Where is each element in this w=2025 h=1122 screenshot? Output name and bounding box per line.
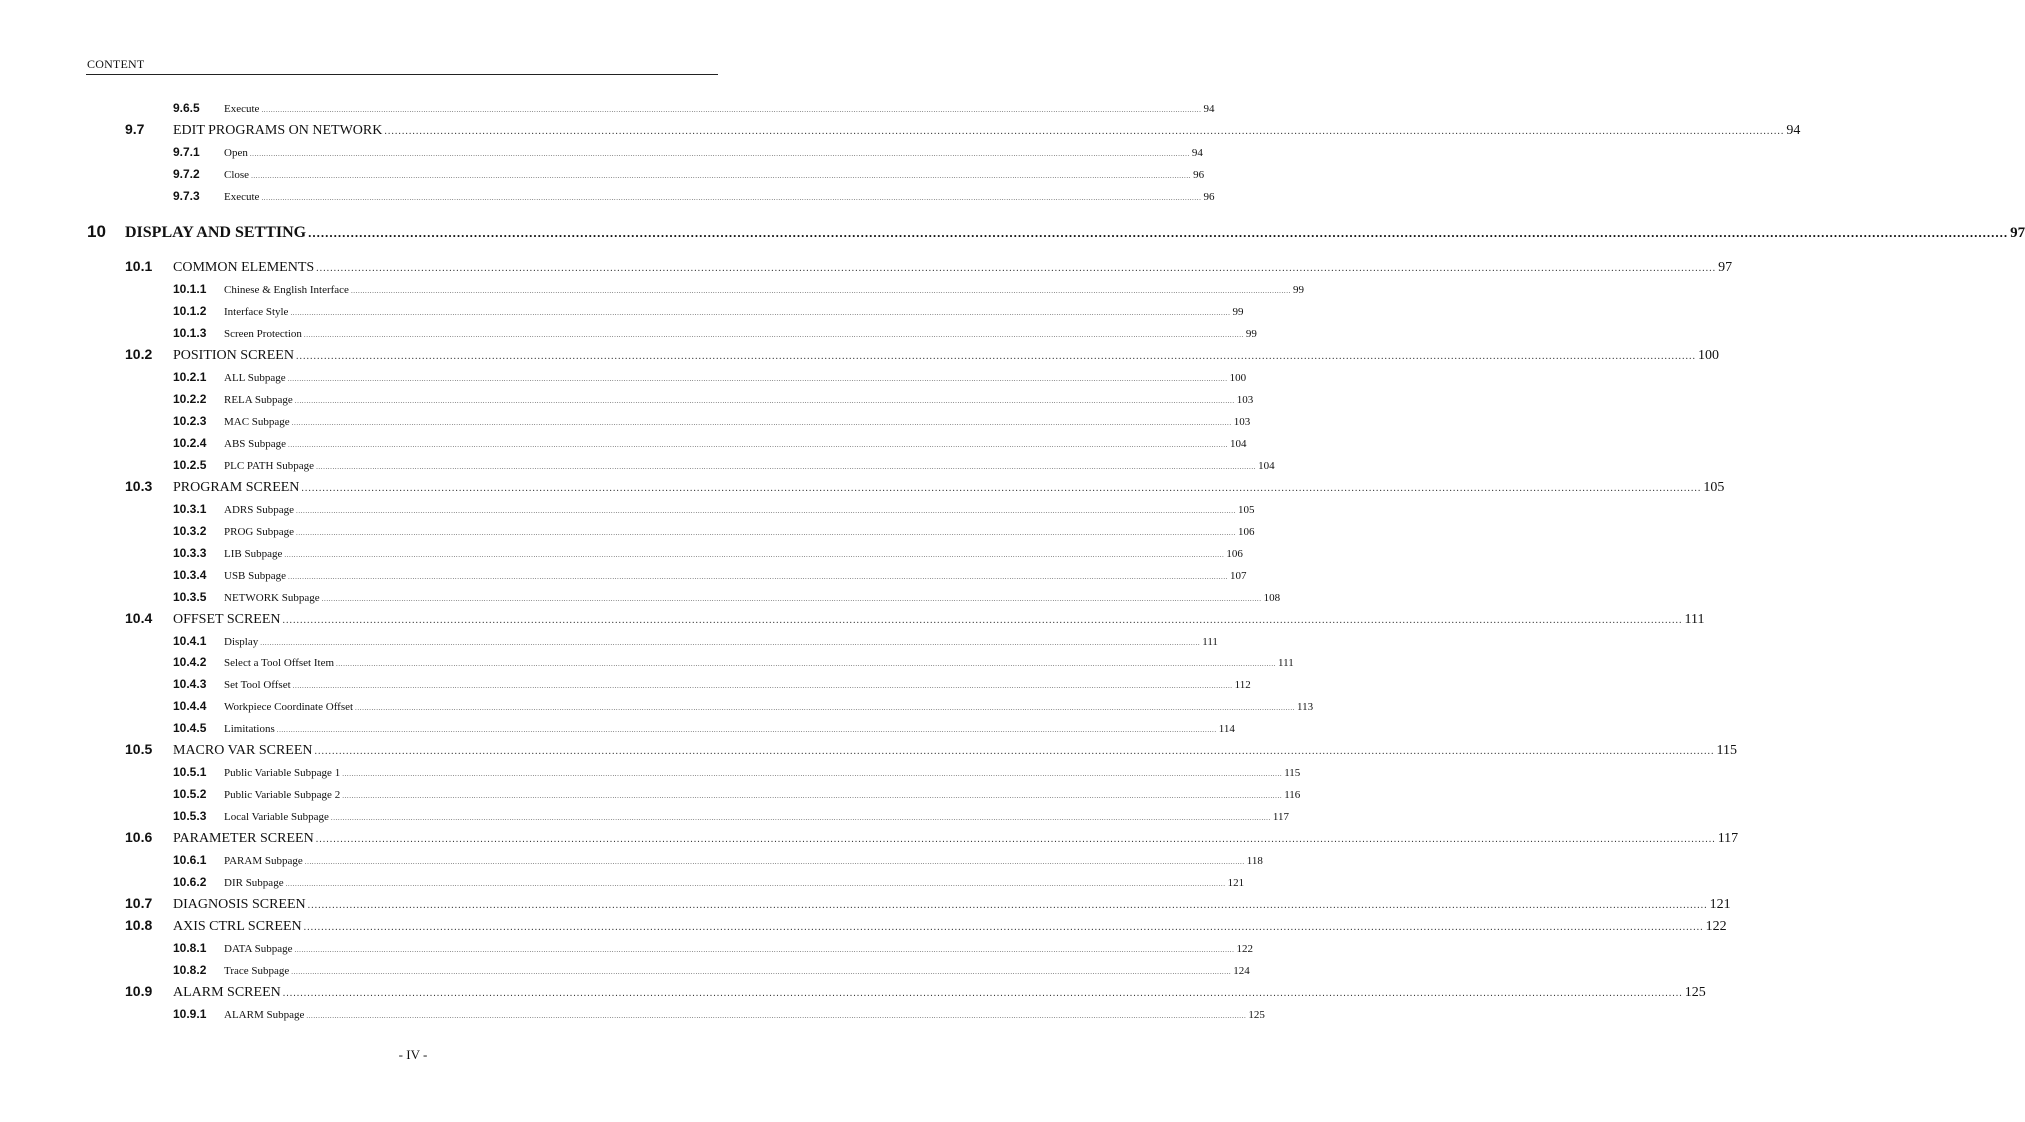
dot-leader: ................................................................................................................................................................................................................................................................................................................................................................................................................ bbox=[315, 834, 1716, 845]
toc-entry-title: MAC Subpage bbox=[224, 416, 290, 428]
toc-entry-sub[interactable] bbox=[173, 655, 1294, 669]
toc-entry-sub[interactable] bbox=[173, 787, 1301, 801]
toc-entry-title: Open bbox=[224, 147, 248, 159]
toc-entry-title: NETWORK Subpage bbox=[224, 592, 320, 604]
toc-entry-page: 121 bbox=[1227, 877, 1245, 889]
toc-entry-title: DIAGNOSIS SCREEN bbox=[173, 897, 306, 912]
toc-entry-number: 10.3.5 bbox=[173, 590, 207, 604]
toc-entry-title: Workpiece Coordinate Offset bbox=[224, 701, 354, 713]
dot-leader: ................................................................................................................................................................................................................................................................................................................................................................................................................ bbox=[355, 704, 1296, 712]
toc-entry-title: ABS Subpage bbox=[224, 438, 287, 450]
toc-entry-title: PROG Subpage bbox=[224, 526, 294, 538]
toc-entry-number: 10.5.3 bbox=[173, 809, 207, 823]
toc-entry-section[interactable] bbox=[125, 121, 1801, 139]
dot-leader: ................................................................................................................................................................................................................................................................................................................................................................................................................ bbox=[294, 946, 1235, 954]
toc-entry-number: 10.8.2 bbox=[173, 963, 207, 977]
toc-entry-page: 105 bbox=[1237, 504, 1255, 516]
toc-entry-number: 10.2.4 bbox=[173, 436, 207, 450]
toc-entry-number: 10.5 bbox=[125, 741, 153, 757]
toc-entry-number: 10.3.2 bbox=[173, 524, 207, 538]
toc-entry-page: 104 bbox=[1230, 438, 1247, 450]
toc-entry-title: PARAM Subpage bbox=[224, 855, 303, 867]
toc-entry-section[interactable] bbox=[125, 917, 1727, 935]
toc-entry-page: 97 bbox=[1718, 260, 1733, 275]
toc-entry-title: LIB Subpage bbox=[224, 548, 283, 560]
dot-leader: ................................................................................................................................................................................................................................................................................................................................................................................................................ bbox=[321, 595, 1262, 603]
dot-leader: ................................................................................................................................................................................................................................................................................................................................................................................................................ bbox=[295, 507, 1236, 515]
dot-leader: ................................................................................................................................................................................................................................................................................................................................................................................................................ bbox=[330, 814, 1271, 822]
toc-entry-title: Public Variable Subpage 2 bbox=[224, 789, 341, 801]
toc-entry-title: OFFSET SCREEN bbox=[173, 612, 281, 627]
toc-entry-sub[interactable] bbox=[173, 189, 1215, 203]
toc-entry-sub[interactable] bbox=[173, 853, 1263, 867]
toc-entry-page: 116 bbox=[1284, 789, 1301, 801]
toc-entry-title: DIR Subpage bbox=[224, 877, 284, 889]
toc-entry-sub[interactable] bbox=[173, 304, 1244, 318]
toc-entry-title: DISPLAY AND SETTING bbox=[125, 224, 307, 241]
toc-entry-sub[interactable] bbox=[173, 1007, 1265, 1021]
toc-entry-page: 103 bbox=[1236, 394, 1254, 406]
toc-entry-number: 10.2 bbox=[125, 346, 153, 362]
toc-entry-title: RELA Subpage bbox=[224, 394, 293, 406]
toc-entry-page: 105 bbox=[1703, 480, 1725, 495]
toc-entry-page: 99 bbox=[1292, 284, 1304, 296]
toc-entry-title: Execute bbox=[224, 191, 260, 203]
toc-entry-number: 10.3.3 bbox=[173, 546, 207, 560]
dot-leader: ................................................................................................................................................................................................................................................................................................................................................................................................................ bbox=[287, 375, 1228, 383]
toc-entry-number: 10.6 bbox=[125, 829, 153, 845]
dot-leader: ................................................................................................................................................................................................................................................................................................................................................................................................................ bbox=[304, 858, 1245, 866]
toc-entry-page: 111 bbox=[1278, 657, 1294, 669]
dot-leader: ................................................................................................................................................................................................................................................................................................................................................................................................................ bbox=[294, 397, 1235, 405]
toc-entry-title: ALL Subpage bbox=[224, 372, 286, 384]
toc-entry-page: 94 bbox=[1786, 123, 1801, 138]
toc-entry-title: ADRS Subpage bbox=[224, 504, 294, 516]
dot-leader: ................................................................................................................................................................................................................................................................................................................................................................................................................ bbox=[342, 792, 1283, 800]
toc-entry-page: 125 bbox=[1684, 985, 1706, 1000]
toc-entry-section[interactable] bbox=[125, 346, 1719, 364]
toc-entry-title: Close bbox=[224, 169, 250, 181]
toc-entry-sub[interactable] bbox=[173, 524, 1255, 538]
toc-entry-page: 111 bbox=[1684, 612, 1705, 627]
toc-entry-section[interactable] bbox=[125, 983, 1706, 1001]
toc-entry-page: 99 bbox=[1232, 306, 1244, 318]
toc-entry-page: 99 bbox=[1245, 328, 1257, 340]
dot-leader: ................................................................................................................................................................................................................................................................................................................................................................................................................ bbox=[282, 988, 1683, 999]
toc-entry-page: 100 bbox=[1697, 348, 1719, 363]
toc-entry-title: ALARM SCREEN bbox=[173, 985, 281, 1000]
toc-entry-page: 117 bbox=[1717, 831, 1739, 846]
dot-leader: ................................................................................................................................................................................................................................................................................................................................................................................................................ bbox=[314, 746, 1715, 757]
dot-leader: ................................................................................................................................................................................................................................................................................................................................................................................................................ bbox=[291, 968, 1232, 976]
toc-entry-number: 10.4.2 bbox=[173, 655, 207, 669]
toc-entry-number: 10.4.4 bbox=[173, 699, 207, 713]
toc-entry-page: 107 bbox=[1230, 570, 1247, 582]
toc-entry-sub[interactable] bbox=[173, 875, 1245, 889]
toc-entry-number: 10.1.2 bbox=[173, 304, 207, 318]
toc-entry-section[interactable] bbox=[125, 895, 1731, 913]
dot-leader: ................................................................................................................................................................................................................................................................................................................................................................................................................ bbox=[291, 419, 1232, 427]
toc-entry-sub[interactable] bbox=[173, 721, 1235, 735]
toc-entry-number: 10.8 bbox=[125, 917, 153, 933]
toc-entry-title: Local Variable Subpage bbox=[224, 811, 329, 823]
toc-entry-page: 115 bbox=[1716, 743, 1738, 758]
dot-leader: ................................................................................................................................................................................................................................................................................................................................................................................................................ bbox=[303, 331, 1244, 339]
toc-entry-sub[interactable] bbox=[173, 392, 1254, 406]
toc-entry-section[interactable] bbox=[125, 829, 1739, 847]
toc-entry-title: DATA Subpage bbox=[224, 943, 293, 955]
toc-entry-page: 104 bbox=[1258, 460, 1275, 472]
toc-entry-sub[interactable] bbox=[173, 370, 1247, 384]
toc-entry-title: Trace Subpage bbox=[224, 965, 290, 977]
toc-entry-sub[interactable] bbox=[173, 282, 1304, 296]
toc-entry-number: 9.7.1 bbox=[173, 145, 200, 159]
toc-entry-page: 111 bbox=[1202, 636, 1218, 648]
toc-entry-number: 10.5.2 bbox=[173, 787, 207, 801]
dot-leader: ................................................................................................................................................................................................................................................................................................................................................................................................................ bbox=[316, 263, 1717, 274]
dot-leader: ................................................................................................................................................................................................................................................................................................................................................................................................................ bbox=[251, 172, 1192, 180]
toc-entry-title: PROGRAM SCREEN bbox=[173, 480, 300, 495]
toc-entry-sub[interactable] bbox=[173, 941, 1253, 955]
dot-leader: ................................................................................................................................................................................................................................................................................................................................................................................................................ bbox=[261, 194, 1202, 202]
toc-entry-section[interactable] bbox=[125, 741, 1738, 759]
toc-entry-sub[interactable] bbox=[173, 546, 1243, 560]
toc-entry-section[interactable] bbox=[125, 610, 1705, 628]
toc-entry-page: 94 bbox=[1203, 103, 1215, 115]
toc-entry-sub[interactable] bbox=[173, 677, 1251, 691]
toc-entry-number: 10.5.1 bbox=[173, 765, 207, 779]
dot-leader: ................................................................................................................................................................................................................................................................................................................................................................................................................ bbox=[384, 126, 1785, 137]
toc-entry-number: 10.2.5 bbox=[173, 458, 207, 472]
toc-entry-number: 9.7.2 bbox=[173, 167, 200, 181]
page-number: - IV - bbox=[398, 1047, 428, 1062]
toc-entry-sub[interactable] bbox=[173, 809, 1289, 823]
toc-entry-sub[interactable] bbox=[173, 765, 1301, 779]
toc-entry-number: 10 bbox=[87, 222, 106, 241]
dot-leader: ................................................................................................................................................................................................................................................................................................................................................................................................................ bbox=[307, 900, 1708, 911]
toc-entry-number: 10.4.3 bbox=[173, 677, 207, 691]
toc-entry-number: 10.7 bbox=[125, 895, 153, 911]
toc-entry-sub[interactable] bbox=[173, 326, 1257, 340]
toc-entry-page: 96 bbox=[1193, 169, 1205, 181]
dot-leader: ................................................................................................................................................................................................................................................................................................................................................................................................................ bbox=[288, 573, 1229, 581]
toc-entry-sub[interactable] bbox=[173, 634, 1218, 648]
toc-entry-title: Interface Style bbox=[224, 306, 289, 318]
toc-entry-page: 114 bbox=[1218, 723, 1235, 735]
toc-entry-sub[interactable] bbox=[173, 458, 1275, 472]
dot-leader: ................................................................................................................................................................................................................................................................................................................................................................................................................ bbox=[276, 726, 1217, 734]
toc-entry-title: Limitations bbox=[224, 723, 275, 735]
dot-leader: ................................................................................................................................................................................................................................................................................................................................................................................................................ bbox=[249, 150, 1190, 158]
toc-entry-page: 118 bbox=[1246, 855, 1263, 867]
toc-entry-sub[interactable] bbox=[173, 568, 1247, 582]
toc-entry-number: 10.8.1 bbox=[173, 941, 207, 955]
toc-entry-number: 10.9.1 bbox=[173, 1007, 207, 1021]
toc-entry-number: 10.1.3 bbox=[173, 326, 207, 340]
toc-entry-page: 117 bbox=[1272, 811, 1289, 823]
dot-leader: ................................................................................................................................................................................................................................................................................................................................................................................................................ bbox=[336, 660, 1277, 668]
toc-entry-number: 10.6.2 bbox=[173, 875, 207, 889]
toc-entry-number: 10.4 bbox=[125, 610, 153, 626]
toc-entry-page: 121 bbox=[1709, 897, 1731, 912]
toc-entry-page: 94 bbox=[1191, 147, 1203, 159]
toc-entry-number: 10.4.1 bbox=[173, 634, 207, 648]
toc-entry-title: Select a Tool Offset Item bbox=[224, 657, 335, 669]
toc-entry-title: Set Tool Offset bbox=[224, 679, 291, 691]
dot-leader: ................................................................................................................................................................................................................................................................................................................................................................................................................ bbox=[342, 770, 1283, 778]
toc-entry-title: USB Subpage bbox=[224, 570, 287, 582]
toc-entry-number: 10.2.2 bbox=[173, 392, 207, 406]
toc-entry-sub[interactable] bbox=[173, 436, 1247, 450]
dot-leader: ................................................................................................................................................................................................................................................................................................................................................................................................................ bbox=[285, 880, 1226, 888]
toc-entry-page: 124 bbox=[1233, 965, 1250, 977]
dot-leader: ................................................................................................................................................................................................................................................................................................................................................................................................................ bbox=[290, 309, 1231, 317]
toc-entry-sub[interactable] bbox=[173, 145, 1203, 159]
toc-entry-title: Display bbox=[224, 636, 259, 648]
toc-entry-sub[interactable] bbox=[173, 414, 1251, 428]
toc-entry-section[interactable] bbox=[125, 478, 1725, 496]
toc-entry-number: 9.6.5 bbox=[173, 101, 200, 115]
toc-entry-chapter[interactable] bbox=[87, 222, 2025, 242]
dot-leader: ................................................................................................................................................................................................................................................................................................................................................................................................................ bbox=[282, 615, 1683, 626]
toc-entry-title: Public Variable Subpage 1 bbox=[224, 767, 341, 779]
dot-leader: ................................................................................................................................................................................................................................................................................................................................................................................................................ bbox=[308, 225, 2009, 240]
toc-entry-sub[interactable] bbox=[173, 502, 1255, 516]
toc-entry-page: 96 bbox=[1203, 191, 1215, 203]
toc-entry-sub[interactable] bbox=[173, 699, 1314, 713]
dot-leader: ................................................................................................................................................................................................................................................................................................................................................................................................................ bbox=[316, 463, 1257, 471]
dot-leader: ................................................................................................................................................................................................................................................................................................................................................................................................................ bbox=[303, 922, 1704, 933]
toc-entry-number: 10.3.4 bbox=[173, 568, 207, 582]
toc-entry-page: 103 bbox=[1233, 416, 1251, 428]
toc-entry-page: 112 bbox=[1234, 679, 1251, 691]
toc-entry-title: PLC PATH Subpage bbox=[224, 460, 315, 472]
toc-entry-title: ALARM Subpage bbox=[224, 1009, 305, 1021]
toc-entry-number: 10.1.1 bbox=[173, 282, 207, 296]
toc-entry-title: Execute bbox=[224, 103, 260, 115]
toc-entry-title: POSITION SCREEN bbox=[173, 348, 294, 363]
dot-leader: ................................................................................................................................................................................................................................................................................................................................................................................................................ bbox=[284, 551, 1225, 559]
toc-entry-page: 115 bbox=[1284, 767, 1301, 779]
dot-leader: ................................................................................................................................................................................................................................................................................................................................................................................................................ bbox=[288, 441, 1229, 449]
toc-entry-number: 10.2.3 bbox=[173, 414, 207, 428]
dot-leader: ................................................................................................................................................................................................................................................................................................................................................................................................................ bbox=[292, 682, 1233, 690]
toc-entry-number: 10.4.5 bbox=[173, 721, 207, 735]
toc-entry-title: Screen Protection bbox=[224, 328, 302, 340]
toc-entry-title: MACRO VAR SCREEN bbox=[173, 743, 313, 758]
toc-entry-title: EDIT PROGRAMS ON NETWORK bbox=[173, 123, 383, 138]
toc-entry-page: 108 bbox=[1263, 592, 1281, 604]
toc-entry-section[interactable] bbox=[125, 258, 1733, 276]
toc-entry-page: 113 bbox=[1297, 701, 1314, 713]
toc-entry-sub[interactable] bbox=[173, 101, 1215, 115]
toc-entry-sub[interactable] bbox=[173, 590, 1281, 604]
toc-entry-number: 9.7 bbox=[125, 121, 145, 137]
toc-entry-sub[interactable] bbox=[173, 963, 1250, 977]
dot-leader: ................................................................................................................................................................................................................................................................................................................................................................................................................ bbox=[301, 483, 1702, 494]
toc-entry-number: 10.3 bbox=[125, 478, 153, 494]
dot-leader: ................................................................................................................................................................................................................................................................................................................................................................................................................ bbox=[295, 529, 1236, 537]
dot-leader: ................................................................................................................................................................................................................................................................................................................................................................................................................ bbox=[306, 1012, 1247, 1020]
toc-entry-page: 122 bbox=[1705, 919, 1727, 934]
toc-entry-sub[interactable] bbox=[173, 167, 1205, 181]
toc-entry-title: Chinese & English Interface bbox=[224, 284, 349, 296]
toc-entry-number: 9.7.3 bbox=[173, 189, 200, 203]
toc-entry-title: PARAMETER SCREEN bbox=[173, 831, 314, 846]
toc-entry-page: 125 bbox=[1248, 1009, 1265, 1021]
dot-leader: ................................................................................................................................................................................................................................................................................................................................................................................................................ bbox=[260, 639, 1201, 647]
toc-entry-title: AXIS CTRL SCREEN bbox=[173, 919, 302, 934]
dot-leader: ................................................................................................................................................................................................................................................................................................................................................................................................................ bbox=[261, 106, 1202, 114]
toc-entry-page: 106 bbox=[1226, 548, 1243, 560]
toc-entry-page: 100 bbox=[1229, 372, 1247, 384]
running-header: CONTENT bbox=[87, 57, 145, 71]
toc-entry-number: 10.6.1 bbox=[173, 853, 207, 867]
dot-leader: ................................................................................................................................................................................................................................................................................................................................................................................................................ bbox=[350, 287, 1291, 295]
toc-entry-number: 10.3.1 bbox=[173, 502, 207, 516]
toc-entry-page: 106 bbox=[1237, 526, 1255, 538]
toc-entry-page: 122 bbox=[1236, 943, 1253, 955]
toc-entry-page: 97 bbox=[2010, 225, 2025, 241]
dot-leader: ................................................................................................................................................................................................................................................................................................................................................................................................................ bbox=[295, 351, 1696, 362]
toc-entry-number: 10.2.1 bbox=[173, 370, 207, 384]
toc-entry-number: 10.9 bbox=[125, 983, 153, 999]
toc-entry-number: 10.1 bbox=[125, 258, 153, 274]
toc-entry-title: COMMON ELEMENTS bbox=[173, 260, 315, 275]
